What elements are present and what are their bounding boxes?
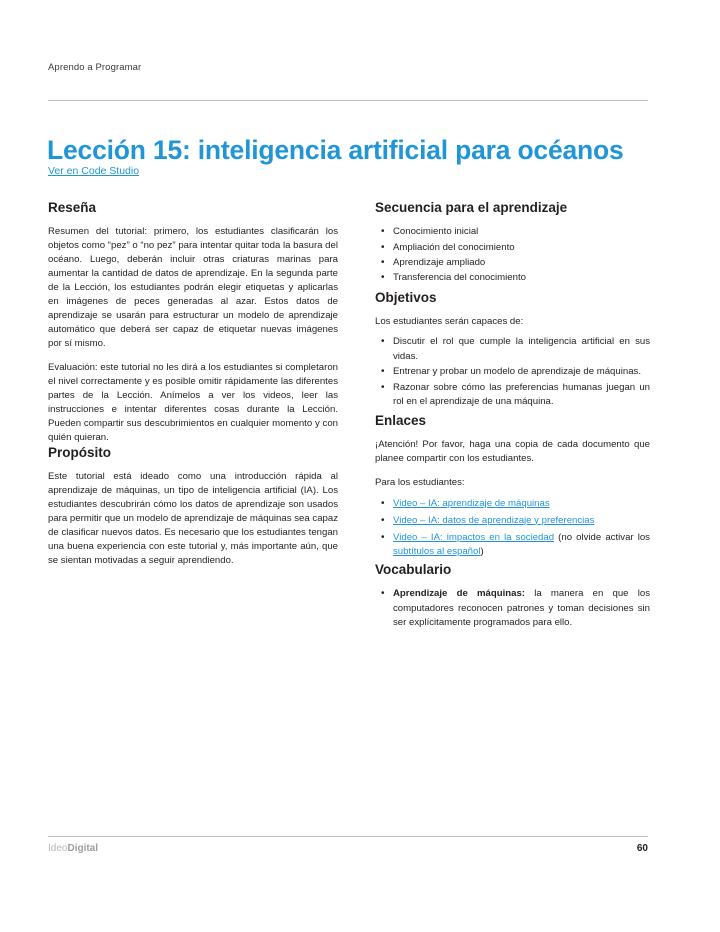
list-item: [393, 514, 650, 529]
list-item: [393, 587, 650, 630]
list-item: • Transferencia del conocimiento: [393, 271, 650, 285]
list-item: • Ampliación del conocimiento: [393, 241, 650, 255]
list-item: • Discutir el rol que cumple la inteligencia artificial en sus vidas.: [393, 335, 650, 364]
footer-divider: [48, 836, 648, 837]
link-video-datos-preferencias[interactable]: Video – IA: datos de aprendizaje y preferencias: [393, 514, 595, 526]
section-heading-vocabulario: Vocabulario: [375, 562, 452, 578]
list-item: • Conocimiento inicial: [393, 225, 650, 239]
view-in-code-studio-link[interactable]: Ver en Code Studio: [48, 165, 140, 177]
link-tail-text: (no olvide activar los: [554, 531, 650, 543]
page-number: 60: [636, 843, 648, 854]
resena-paragraph-2: Evaluación: este tutorial no les dirá a los estudiantes si completaron el nivel correctamente y es posible omitir rápidamente las diferentes partes de la Lección. Anímelos a ver los videos, leer las instrucciones e intentar diferentes cosas durante la Lección. Pueden compartir sus descubrimientos en cualquier momento y con quién quieran.: [48, 362, 338, 444]
secuencia-list: [375, 225, 650, 286]
proposito-paragraph-1: Este tutorial está ideado como una introducción rápida al aprendizaje de máquinas, un tipo de inteligencia artificial (IA). Los estudiantes descubrirán cómo los datos de aprendizaje son usados para permitir que un modelo de aprendizaje de máquinas sea capaz de clasificar nuevos datos. Es necesario que los estudiantes tengan una buena experiencia con este tutorial y, más importante aún, que se sientan motivadas a seguir aprendiendo.: [48, 471, 338, 567]
link-tail-text-2: ): [480, 546, 484, 558]
section-heading-objetivos: Objetivos: [375, 289, 437, 305]
section-heading-secuencia: Secuencia para el aprendizaje: [375, 200, 568, 215]
objetivos-list: [375, 335, 650, 409]
vocab-definition: la manera en que los computadores reconocen patrones y toman decisiones sin ser explícitamente programados para ello.: [393, 588, 650, 629]
list-item: • Entrenar y probar un modelo de aprendizaje de máquinas.: [393, 365, 650, 379]
header-divider: [48, 100, 648, 101]
link-video-impactos-sociedad[interactable]: Video – IA: impactos en la sociedad: [393, 531, 555, 543]
enlaces-note: ¡Atención! Por favor, haga una copia de cada documento que planee compartir con los estudiantes.: [375, 439, 650, 465]
enlaces-lead: Para los estudiantes:: [375, 477, 465, 489]
resena-paragraph-1: Resumen del tutorial: primero, los estudiantes clasificarán los objetos como “pez” o “no pez” para intentar quitar toda la basura del océano. Luego, deberán incluir otras criaturas marinas para aumentar la cantidad de datos de aprendizaje. En la segunda parte de la Lección, los estudiantes podrán elegir etiquetas y aplicarlas en imágenes de peces generadas al azar. Estos datos de aprendizaje se usarán para estructurar un modelo de aprendizaje automático que deberá ser capaz de etiquetar nuevas imágenes por sí mismo.: [48, 226, 338, 350]
right-column: [375, 200, 650, 635]
link-video-aprendizaje-maquinas[interactable]: Video – IA: aprendizaje de máquinas: [393, 497, 550, 509]
footer-brand-light: Ideo: [48, 843, 68, 854]
section-heading-resena: Reseña: [48, 200, 97, 215]
page-header-breadcrumb: Aprendo a Programar: [48, 62, 142, 73]
enlaces-list: [375, 497, 650, 560]
left-column: [48, 200, 338, 568]
list-item: • Aprendizaje ampliado: [393, 256, 650, 270]
list-item: • Razonar sobre cómo las preferencias humanas juegan un rol en el aprendizaje de una máquina.: [393, 381, 650, 410]
section-heading-proposito: Propósito: [48, 445, 111, 461]
page-title-text: Lección 15: inteligencia artificial para océanos: [47, 134, 624, 165]
footer-brand-bold: Digital: [67, 843, 99, 854]
objetivos-lead: Los estudiantes serán capaces de:: [375, 315, 524, 327]
list-item: [393, 497, 650, 512]
footer-brand: [48, 843, 98, 854]
page-title: [47, 136, 657, 166]
vocabulario-list: [375, 587, 650, 630]
list-item: [393, 531, 650, 561]
section-heading-enlaces: Enlaces: [375, 413, 427, 429]
vocab-term: Aprendizaje de máquinas:: [393, 588, 525, 600]
link-subtitulos-espanol[interactable]: subtítulos al español: [393, 546, 481, 558]
